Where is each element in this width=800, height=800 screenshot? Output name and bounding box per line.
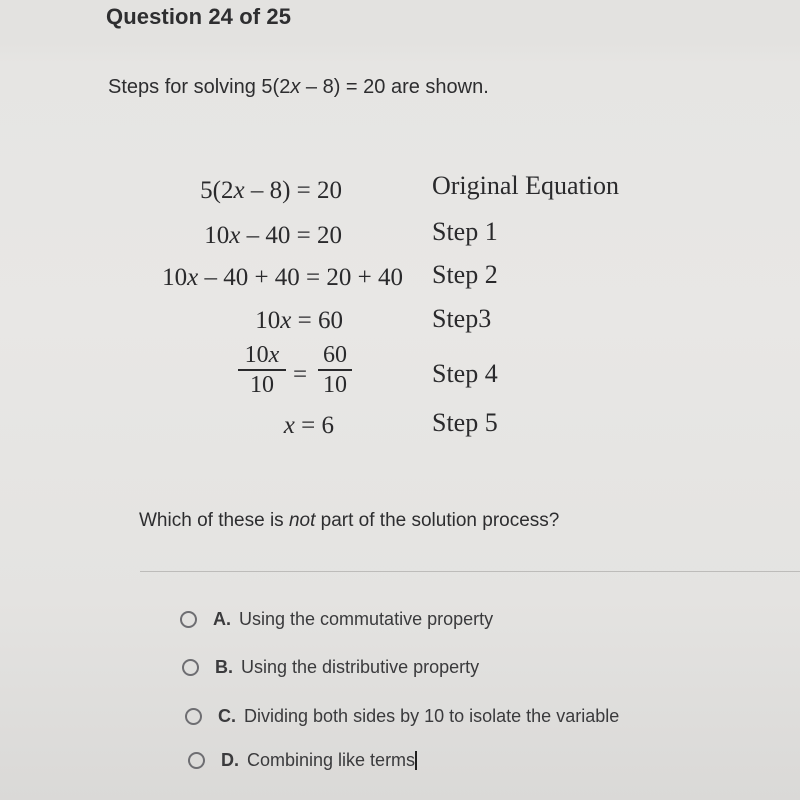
step-equation-1: 10x – 40 = 20 [204,222,342,249]
divider [140,571,800,572]
question-prompt [108,76,489,99]
choice-letter-b: B. [215,657,233,677]
step-label-1: Step 1 [432,217,498,246]
step-4-fraction-right [318,342,352,397]
sub-question-emphasis: not [288,510,316,531]
step-equation-2: 10x – 40 + 40 = 20 + 40 [162,264,403,291]
choice-letter-d: D. [221,750,239,770]
fraction-bar [238,369,286,371]
step-label-2: Step 2 [432,260,498,289]
prompt-equation-prefix: 5(2 [261,76,291,98]
step-4-equals: = [293,361,308,388]
text-cursor-icon [415,751,417,770]
choice-d[interactable] [188,750,417,771]
step-label-5: Step 5 [432,408,498,437]
step-equation-5: x = 6 [283,412,334,439]
radio-button-d[interactable] [188,752,205,769]
step-4-numerator-left: 10x [244,342,280,368]
prompt-equation [261,76,385,98]
radio-button-c[interactable] [185,708,202,725]
prompt-text-after: are shown. [385,76,489,98]
choice-letter-c: C. [218,706,236,726]
sub-question-text-after: part of the solution process? [315,510,560,531]
choice-text-c: Dividing both sides by 10 to isolate the variable [244,706,620,726]
prompt-equation-suffix: – 8) = 20 [300,76,386,98]
step-equation-original: 5(2x – 8) = 20 [200,177,342,204]
prompt-text-before: Steps for solving [108,76,262,98]
prompt-equation-variable: x [290,76,301,98]
choice-a[interactable] [180,609,493,630]
step-4-denominator-right: 10 [323,371,347,398]
radio-button-b[interactable] [182,659,199,676]
choice-text-a: Using the commutative property [239,609,494,629]
sub-question [139,510,559,532]
step-4-denominator-left: 10 [250,371,274,398]
radio-button-a[interactable] [180,611,197,628]
choice-letter-a: A. [213,609,231,629]
fraction-bar [318,369,352,371]
choice-text-d: Combining like terms [247,750,416,770]
step-label-original: Original Equation [432,171,620,200]
step-label-4: Step 4 [432,359,498,388]
step-equation-3: 10x = 60 [255,307,343,334]
step-label-3: Step3 [432,304,492,333]
choice-c[interactable] [185,706,619,727]
choice-text-b: Using the distributive property [241,657,480,677]
question-counter: Question 24 of 25 [106,4,292,29]
step-4-numerator-right: 60 [323,342,347,368]
step-4-fraction-left [238,342,286,397]
sub-question-text-before: Which of these is [139,510,289,531]
choice-b[interactable] [182,657,479,678]
